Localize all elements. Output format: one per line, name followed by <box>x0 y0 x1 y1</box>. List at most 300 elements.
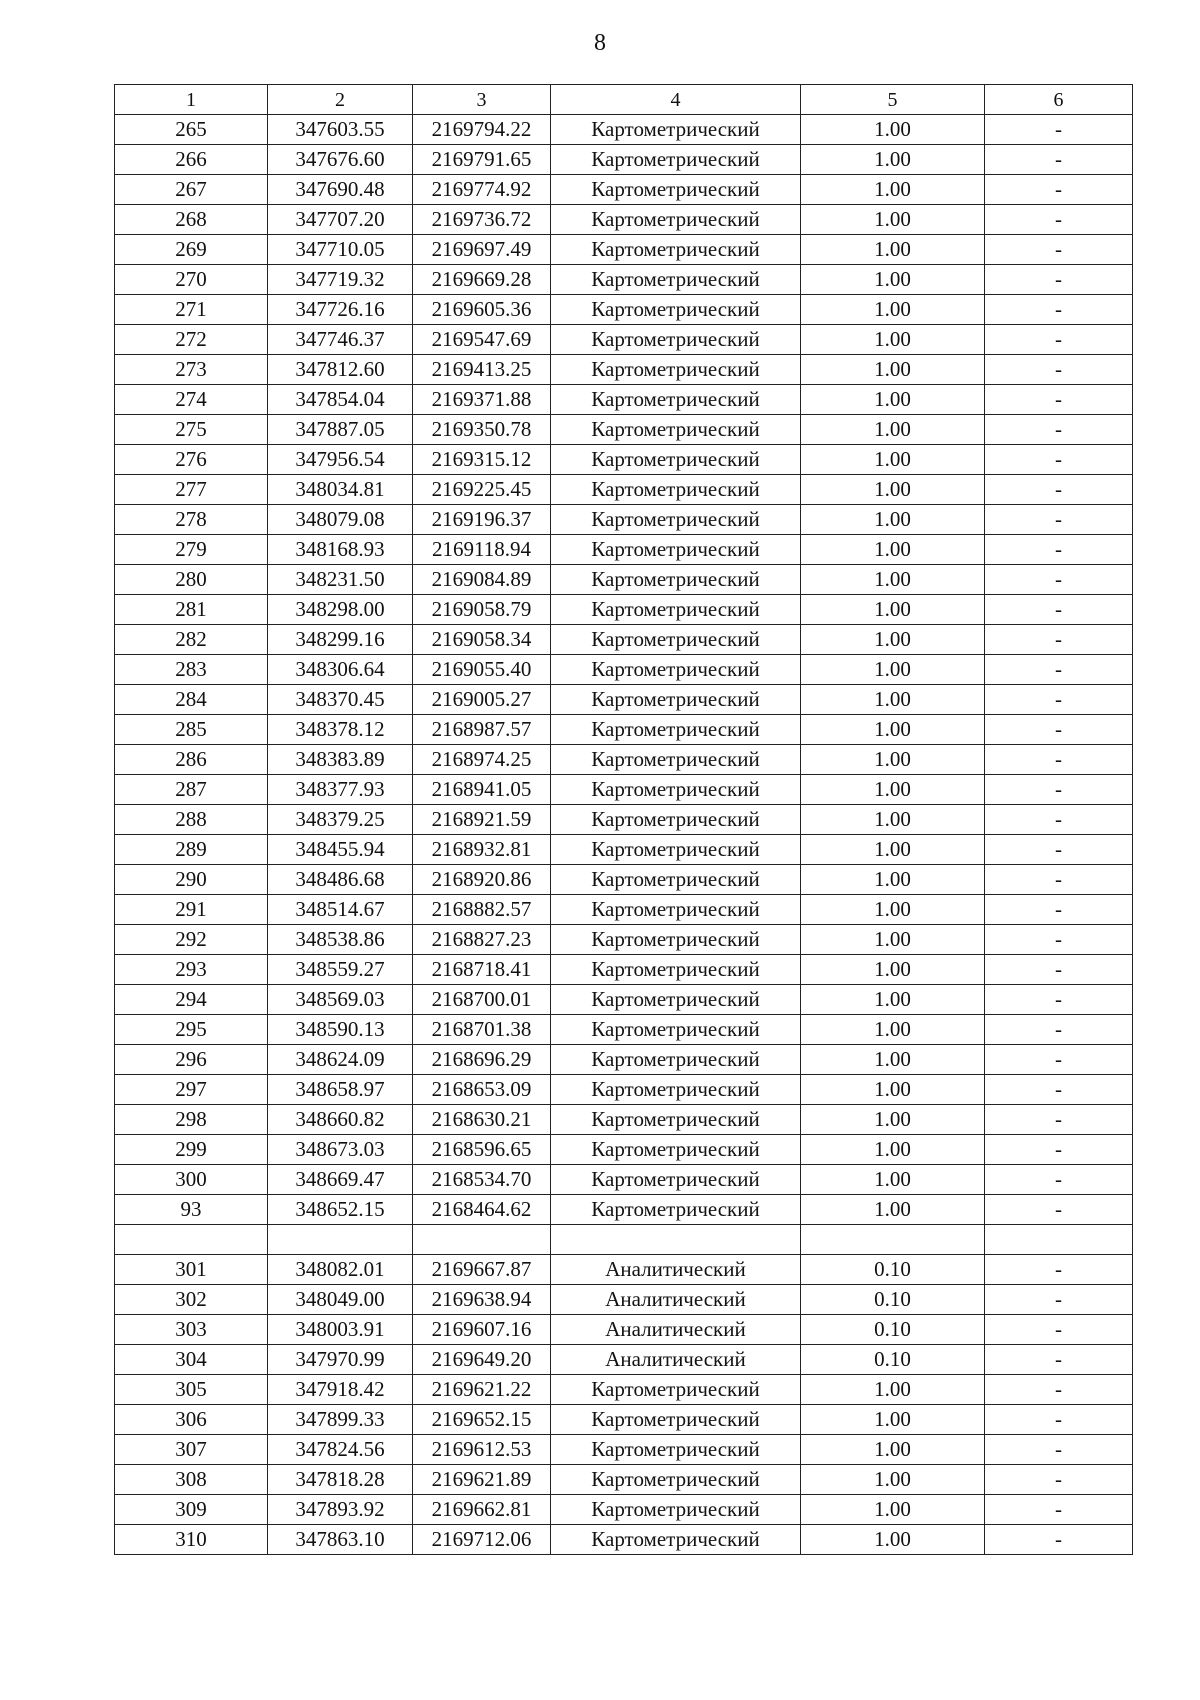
cell-accuracy: 1.00 <box>801 805 985 835</box>
table-row <box>115 805 1133 835</box>
cell-note: - <box>985 1045 1133 1075</box>
cell-y-coordinate: 2169774.92 <box>413 175 551 205</box>
cell-note: - <box>985 145 1133 175</box>
cell-note: - <box>985 235 1133 265</box>
cell-point-number: 300 <box>115 1165 268 1195</box>
column-header: 2 <box>268 85 413 115</box>
column-header: 4 <box>551 85 801 115</box>
cell-method: Картометрический <box>551 1405 801 1435</box>
cell-accuracy: 1.00 <box>801 115 985 145</box>
cell-accuracy: 1.00 <box>801 475 985 505</box>
cell-y-coordinate: 2168653.09 <box>413 1075 551 1105</box>
cell-note: - <box>985 1465 1133 1495</box>
cell-accuracy: 1.00 <box>801 685 985 715</box>
cell-y-coordinate: 2169315.12 <box>413 445 551 475</box>
cell-point-number: 302 <box>115 1285 268 1315</box>
table-row <box>115 205 1133 235</box>
cell-accuracy: 1.00 <box>801 415 985 445</box>
cell-x-coordinate: 348377.93 <box>268 775 413 805</box>
cell-point-number: 273 <box>115 355 268 385</box>
cell-x-coordinate <box>268 1225 413 1255</box>
cell-accuracy: 1.00 <box>801 1105 985 1135</box>
cell-x-coordinate: 348559.27 <box>268 955 413 985</box>
cell-x-coordinate: 347863.10 <box>268 1525 413 1555</box>
table-row <box>115 535 1133 565</box>
cell-note: - <box>985 685 1133 715</box>
cell-x-coordinate: 348034.81 <box>268 475 413 505</box>
cell-point-number: 307 <box>115 1435 268 1465</box>
table-row <box>115 385 1133 415</box>
table-row <box>115 115 1133 145</box>
table-row <box>115 865 1133 895</box>
cell-note: - <box>985 1435 1133 1465</box>
cell-y-coordinate: 2168696.29 <box>413 1045 551 1075</box>
cell-y-coordinate: 2168534.70 <box>413 1165 551 1195</box>
cell-accuracy: 1.00 <box>801 715 985 745</box>
cell-method: Картометрический <box>551 565 801 595</box>
cell-method: Картометрический <box>551 1015 801 1045</box>
cell-accuracy: 1.00 <box>801 1135 985 1165</box>
cell-note: - <box>985 1135 1133 1165</box>
cell-method: Картометрический <box>551 835 801 865</box>
cell-y-coordinate: 2169667.87 <box>413 1255 551 1285</box>
cell-note: - <box>985 805 1133 835</box>
cell-method: Аналитический <box>551 1285 801 1315</box>
cell-y-coordinate: 2169058.79 <box>413 595 551 625</box>
cell-point-number: 299 <box>115 1135 268 1165</box>
cell-method: Картометрический <box>551 205 801 235</box>
cell-x-coordinate: 348082.01 <box>268 1255 413 1285</box>
table-row <box>115 715 1133 745</box>
cell-y-coordinate: 2169669.28 <box>413 265 551 295</box>
cell-method: Картометрический <box>551 1375 801 1405</box>
cell-note: - <box>985 1195 1133 1225</box>
cell-method: Картометрический <box>551 385 801 415</box>
table-row <box>115 1465 1133 1495</box>
cell-method: Картометрический <box>551 955 801 985</box>
cell-accuracy: 1.00 <box>801 655 985 685</box>
cell-accuracy: 1.00 <box>801 1195 985 1225</box>
cell-method: Картометрический <box>551 775 801 805</box>
cell-point-number: 304 <box>115 1345 268 1375</box>
cell-point-number: 310 <box>115 1525 268 1555</box>
cell-y-coordinate: 2168882.57 <box>413 895 551 925</box>
cell-point-number: 268 <box>115 205 268 235</box>
cell-y-coordinate: 2169413.25 <box>413 355 551 385</box>
table-row <box>115 955 1133 985</box>
cell-note: - <box>985 385 1133 415</box>
cell-point-number: 93 <box>115 1195 268 1225</box>
cell-accuracy: 1.00 <box>801 565 985 595</box>
cell-x-coordinate: 347812.60 <box>268 355 413 385</box>
table-row <box>115 595 1133 625</box>
cell-x-coordinate: 348168.93 <box>268 535 413 565</box>
table-row <box>115 745 1133 775</box>
cell-y-coordinate: 2169055.40 <box>413 655 551 685</box>
cell-y-coordinate: 2168827.23 <box>413 925 551 955</box>
cell-note: - <box>985 1285 1133 1315</box>
cell-method: Аналитический <box>551 1345 801 1375</box>
cell-point-number: 294 <box>115 985 268 1015</box>
cell-point-number: 279 <box>115 535 268 565</box>
cell-y-coordinate: 2168932.81 <box>413 835 551 865</box>
cell-y-coordinate: 2169605.36 <box>413 295 551 325</box>
cell-x-coordinate: 348569.03 <box>268 985 413 1015</box>
cell-point-number: 280 <box>115 565 268 595</box>
cell-point-number: 305 <box>115 1375 268 1405</box>
cell-method: Картометрический <box>551 805 801 835</box>
column-header: 5 <box>801 85 985 115</box>
cell-point-number: 276 <box>115 445 268 475</box>
cell-x-coordinate: 347956.54 <box>268 445 413 475</box>
cell-method: Картометрический <box>551 1435 801 1465</box>
cell-y-coordinate: 2168987.57 <box>413 715 551 745</box>
cell-method: Картометрический <box>551 295 801 325</box>
cell-accuracy: 1.00 <box>801 1075 985 1105</box>
cell-accuracy: 1.00 <box>801 1015 985 1045</box>
cell-x-coordinate: 348306.64 <box>268 655 413 685</box>
cell-point-number: 275 <box>115 415 268 445</box>
cell-note: - <box>985 655 1133 685</box>
cell-note <box>985 1225 1133 1255</box>
cell-method: Картометрический <box>551 985 801 1015</box>
table-row <box>115 1255 1133 1285</box>
cell-x-coordinate: 348514.67 <box>268 895 413 925</box>
cell-note: - <box>985 835 1133 865</box>
cell-note: - <box>985 1255 1133 1285</box>
cell-point-number: 290 <box>115 865 268 895</box>
cell-x-coordinate: 347887.05 <box>268 415 413 445</box>
cell-note: - <box>985 505 1133 535</box>
cell-method: Картометрический <box>551 685 801 715</box>
cell-x-coordinate: 347690.48 <box>268 175 413 205</box>
cell-accuracy: 1.00 <box>801 775 985 805</box>
cell-point-number: 287 <box>115 775 268 805</box>
table-row <box>115 175 1133 205</box>
cell-point-number: 271 <box>115 295 268 325</box>
cell-method: Картометрический <box>551 895 801 925</box>
cell-point-number: 291 <box>115 895 268 925</box>
cell-point-number: 284 <box>115 685 268 715</box>
cell-y-coordinate: 2169649.20 <box>413 1345 551 1375</box>
cell-note: - <box>985 1495 1133 1525</box>
cell-note: - <box>985 205 1133 235</box>
cell-accuracy: 1.00 <box>801 1375 985 1405</box>
cell-accuracy: 1.00 <box>801 145 985 175</box>
cell-method: Картометрический <box>551 1195 801 1225</box>
cell-method: Картометрический <box>551 715 801 745</box>
table-row <box>115 565 1133 595</box>
cell-note: - <box>985 1315 1133 1345</box>
column-header: 1 <box>115 85 268 115</box>
cell-method: Аналитический <box>551 1255 801 1285</box>
cell-point-number: 293 <box>115 955 268 985</box>
table-row <box>115 1135 1133 1165</box>
cell-method: Картометрический <box>551 1525 801 1555</box>
table-row <box>115 685 1133 715</box>
cell-y-coordinate: 2169621.22 <box>413 1375 551 1405</box>
cell-y-coordinate: 2169612.53 <box>413 1435 551 1465</box>
cell-x-coordinate: 347707.20 <box>268 205 413 235</box>
table-row <box>115 295 1133 325</box>
cell-method: Картометрический <box>551 535 801 565</box>
cell-y-coordinate: 2169607.16 <box>413 1315 551 1345</box>
cell-accuracy: 1.00 <box>801 295 985 325</box>
cell-method: Картометрический <box>551 355 801 385</box>
cell-note: - <box>985 745 1133 775</box>
cell-method: Картометрический <box>551 925 801 955</box>
cell-method: Картометрический <box>551 415 801 445</box>
cell-accuracy: 1.00 <box>801 835 985 865</box>
cell-x-coordinate: 347893.92 <box>268 1495 413 1525</box>
cell-point-number: 306 <box>115 1405 268 1435</box>
table-row <box>115 985 1133 1015</box>
cell-x-coordinate: 347824.56 <box>268 1435 413 1465</box>
cell-accuracy: 0.10 <box>801 1255 985 1285</box>
cell-note: - <box>985 985 1133 1015</box>
cell-point-number: 281 <box>115 595 268 625</box>
table-body <box>115 115 1133 1555</box>
cell-x-coordinate: 347726.16 <box>268 295 413 325</box>
table-row <box>115 1225 1133 1255</box>
table-row <box>115 655 1133 685</box>
table-row <box>115 1105 1133 1135</box>
cell-x-coordinate: 348658.97 <box>268 1075 413 1105</box>
cell-point-number: 274 <box>115 385 268 415</box>
cell-x-coordinate: 348379.25 <box>268 805 413 835</box>
cell-note: - <box>985 1015 1133 1045</box>
cell-point-number: 297 <box>115 1075 268 1105</box>
column-header: 6 <box>985 85 1133 115</box>
cell-accuracy: 1.00 <box>801 235 985 265</box>
cell-method: Картометрический <box>551 625 801 655</box>
cell-point-number: 283 <box>115 655 268 685</box>
cell-method: Картометрический <box>551 1465 801 1495</box>
cell-method: Картометрический <box>551 175 801 205</box>
cell-method: Картометрический <box>551 595 801 625</box>
cell-y-coordinate: 2168630.21 <box>413 1105 551 1135</box>
cell-point-number: 285 <box>115 715 268 745</box>
cell-note: - <box>985 535 1133 565</box>
cell-y-coordinate: 2169084.89 <box>413 565 551 595</box>
cell-accuracy: 1.00 <box>801 175 985 205</box>
table-row <box>115 835 1133 865</box>
cell-x-coordinate: 348669.47 <box>268 1165 413 1195</box>
cell-point-number: 282 <box>115 625 268 655</box>
cell-accuracy: 1.00 <box>801 385 985 415</box>
cell-y-coordinate: 2169118.94 <box>413 535 551 565</box>
cell-y-coordinate: 2169697.49 <box>413 235 551 265</box>
cell-point-number: 267 <box>115 175 268 205</box>
cell-note: - <box>985 625 1133 655</box>
cell-point-number: 289 <box>115 835 268 865</box>
cell-y-coordinate: 2169371.88 <box>413 385 551 415</box>
cell-note: - <box>985 1345 1133 1375</box>
column-header: 3 <box>413 85 551 115</box>
cell-method: Картометрический <box>551 655 801 685</box>
cell-accuracy: 1.00 <box>801 625 985 655</box>
cell-y-coordinate <box>413 1225 551 1255</box>
cell-accuracy: 1.00 <box>801 1495 985 1525</box>
cell-accuracy <box>801 1225 985 1255</box>
cell-x-coordinate: 347918.42 <box>268 1375 413 1405</box>
cell-point-number <box>115 1225 268 1255</box>
cell-note: - <box>985 1105 1133 1135</box>
cell-x-coordinate: 348298.00 <box>268 595 413 625</box>
cell-accuracy: 1.00 <box>801 1525 985 1555</box>
cell-point-number: 270 <box>115 265 268 295</box>
cell-x-coordinate: 347899.33 <box>268 1405 413 1435</box>
table-row <box>115 505 1133 535</box>
cell-x-coordinate: 348486.68 <box>268 865 413 895</box>
cell-x-coordinate: 348370.45 <box>268 685 413 715</box>
cell-method: Картометрический <box>551 1045 801 1075</box>
cell-accuracy: 1.00 <box>801 925 985 955</box>
cell-note: - <box>985 565 1133 595</box>
table-row <box>115 475 1133 505</box>
cell-x-coordinate: 348673.03 <box>268 1135 413 1165</box>
cell-accuracy: 1.00 <box>801 895 985 925</box>
cell-note: - <box>985 115 1133 145</box>
cell-note: - <box>985 955 1133 985</box>
table-row <box>115 235 1133 265</box>
cell-note: - <box>985 595 1133 625</box>
cell-y-coordinate: 2169638.94 <box>413 1285 551 1315</box>
table-row <box>115 1285 1133 1315</box>
cell-point-number: 266 <box>115 145 268 175</box>
table-row <box>115 325 1133 355</box>
cell-y-coordinate: 2168920.86 <box>413 865 551 895</box>
cell-accuracy: 1.00 <box>801 1165 985 1195</box>
table-row <box>115 925 1133 955</box>
cell-y-coordinate: 2169621.89 <box>413 1465 551 1495</box>
cell-accuracy: 1.00 <box>801 355 985 385</box>
cell-accuracy: 1.00 <box>801 505 985 535</box>
table-row <box>115 1495 1133 1525</box>
cell-accuracy: 1.00 <box>801 1465 985 1495</box>
table-row <box>115 625 1133 655</box>
cell-point-number: 308 <box>115 1465 268 1495</box>
table-row <box>115 1075 1133 1105</box>
cell-note: - <box>985 175 1133 205</box>
cell-method: Картометрический <box>551 1105 801 1135</box>
cell-point-number: 292 <box>115 925 268 955</box>
cell-y-coordinate: 2168701.38 <box>413 1015 551 1045</box>
cell-accuracy: 1.00 <box>801 325 985 355</box>
cell-accuracy: 1.00 <box>801 265 985 295</box>
cell-x-coordinate: 348383.89 <box>268 745 413 775</box>
cell-point-number: 278 <box>115 505 268 535</box>
table-row <box>115 1195 1133 1225</box>
cell-method: Картометрический <box>551 865 801 895</box>
cell-accuracy: 1.00 <box>801 445 985 475</box>
cell-y-coordinate: 2169350.78 <box>413 415 551 445</box>
cell-y-coordinate: 2169794.22 <box>413 115 551 145</box>
cell-point-number: 265 <box>115 115 268 145</box>
cell-note: - <box>985 1375 1133 1405</box>
cell-y-coordinate: 2169736.72 <box>413 205 551 235</box>
cell-method: Картометрический <box>551 475 801 505</box>
cell-y-coordinate: 2168700.01 <box>413 985 551 1015</box>
cell-point-number: 272 <box>115 325 268 355</box>
cell-method <box>551 1225 801 1255</box>
table-row <box>115 895 1133 925</box>
cell-accuracy: 1.00 <box>801 745 985 775</box>
cell-method: Картометрический <box>551 115 801 145</box>
cell-note: - <box>985 715 1133 745</box>
cell-y-coordinate: 2169005.27 <box>413 685 551 715</box>
cell-note: - <box>985 295 1133 325</box>
cell-y-coordinate: 2169791.65 <box>413 145 551 175</box>
cell-x-coordinate: 348299.16 <box>268 625 413 655</box>
cell-note: - <box>985 775 1133 805</box>
cell-y-coordinate: 2168718.41 <box>413 955 551 985</box>
table-row <box>115 145 1133 175</box>
cell-x-coordinate: 348079.08 <box>268 505 413 535</box>
cell-note: - <box>985 325 1133 355</box>
cell-method: Картометрический <box>551 1495 801 1525</box>
cell-x-coordinate: 347854.04 <box>268 385 413 415</box>
cell-x-coordinate: 347710.05 <box>268 235 413 265</box>
table-row <box>115 265 1133 295</box>
cell-method: Картометрический <box>551 1075 801 1105</box>
table-row <box>115 355 1133 385</box>
cell-point-number: 301 <box>115 1255 268 1285</box>
coordinates-table <box>114 84 1133 1555</box>
cell-y-coordinate: 2169712.06 <box>413 1525 551 1555</box>
cell-accuracy: 0.10 <box>801 1315 985 1345</box>
cell-x-coordinate: 347676.60 <box>268 145 413 175</box>
cell-method: Картометрический <box>551 1135 801 1165</box>
cell-y-coordinate: 2169652.15 <box>413 1405 551 1435</box>
cell-note: - <box>985 1165 1133 1195</box>
cell-point-number: 295 <box>115 1015 268 1045</box>
cell-accuracy: 1.00 <box>801 955 985 985</box>
cell-note: - <box>985 865 1133 895</box>
cell-x-coordinate: 348590.13 <box>268 1015 413 1045</box>
cell-x-coordinate: 348003.91 <box>268 1315 413 1345</box>
cell-x-coordinate: 347746.37 <box>268 325 413 355</box>
cell-x-coordinate: 348538.86 <box>268 925 413 955</box>
cell-method: Картометрический <box>551 445 801 475</box>
table-row <box>115 1045 1133 1075</box>
cell-y-coordinate: 2169547.69 <box>413 325 551 355</box>
cell-note: - <box>985 265 1133 295</box>
cell-accuracy: 1.00 <box>801 595 985 625</box>
cell-method: Картометрический <box>551 265 801 295</box>
cell-method: Картометрический <box>551 235 801 265</box>
cell-x-coordinate: 347818.28 <box>268 1465 413 1495</box>
cell-note: - <box>985 445 1133 475</box>
cell-x-coordinate: 348455.94 <box>268 835 413 865</box>
table-row <box>115 1435 1133 1465</box>
cell-x-coordinate: 347603.55 <box>268 115 413 145</box>
table-row <box>115 1375 1133 1405</box>
page-number: 8 <box>594 30 606 56</box>
cell-y-coordinate: 2169196.37 <box>413 505 551 535</box>
table-row <box>115 775 1133 805</box>
cell-method: Картометрический <box>551 1165 801 1195</box>
cell-method: Аналитический <box>551 1315 801 1345</box>
cell-point-number: 309 <box>115 1495 268 1525</box>
cell-y-coordinate: 2168941.05 <box>413 775 551 805</box>
cell-y-coordinate: 2169662.81 <box>413 1495 551 1525</box>
cell-point-number: 303 <box>115 1315 268 1345</box>
cell-accuracy: 1.00 <box>801 535 985 565</box>
cell-point-number: 277 <box>115 475 268 505</box>
cell-point-number: 286 <box>115 745 268 775</box>
cell-x-coordinate: 348049.00 <box>268 1285 413 1315</box>
